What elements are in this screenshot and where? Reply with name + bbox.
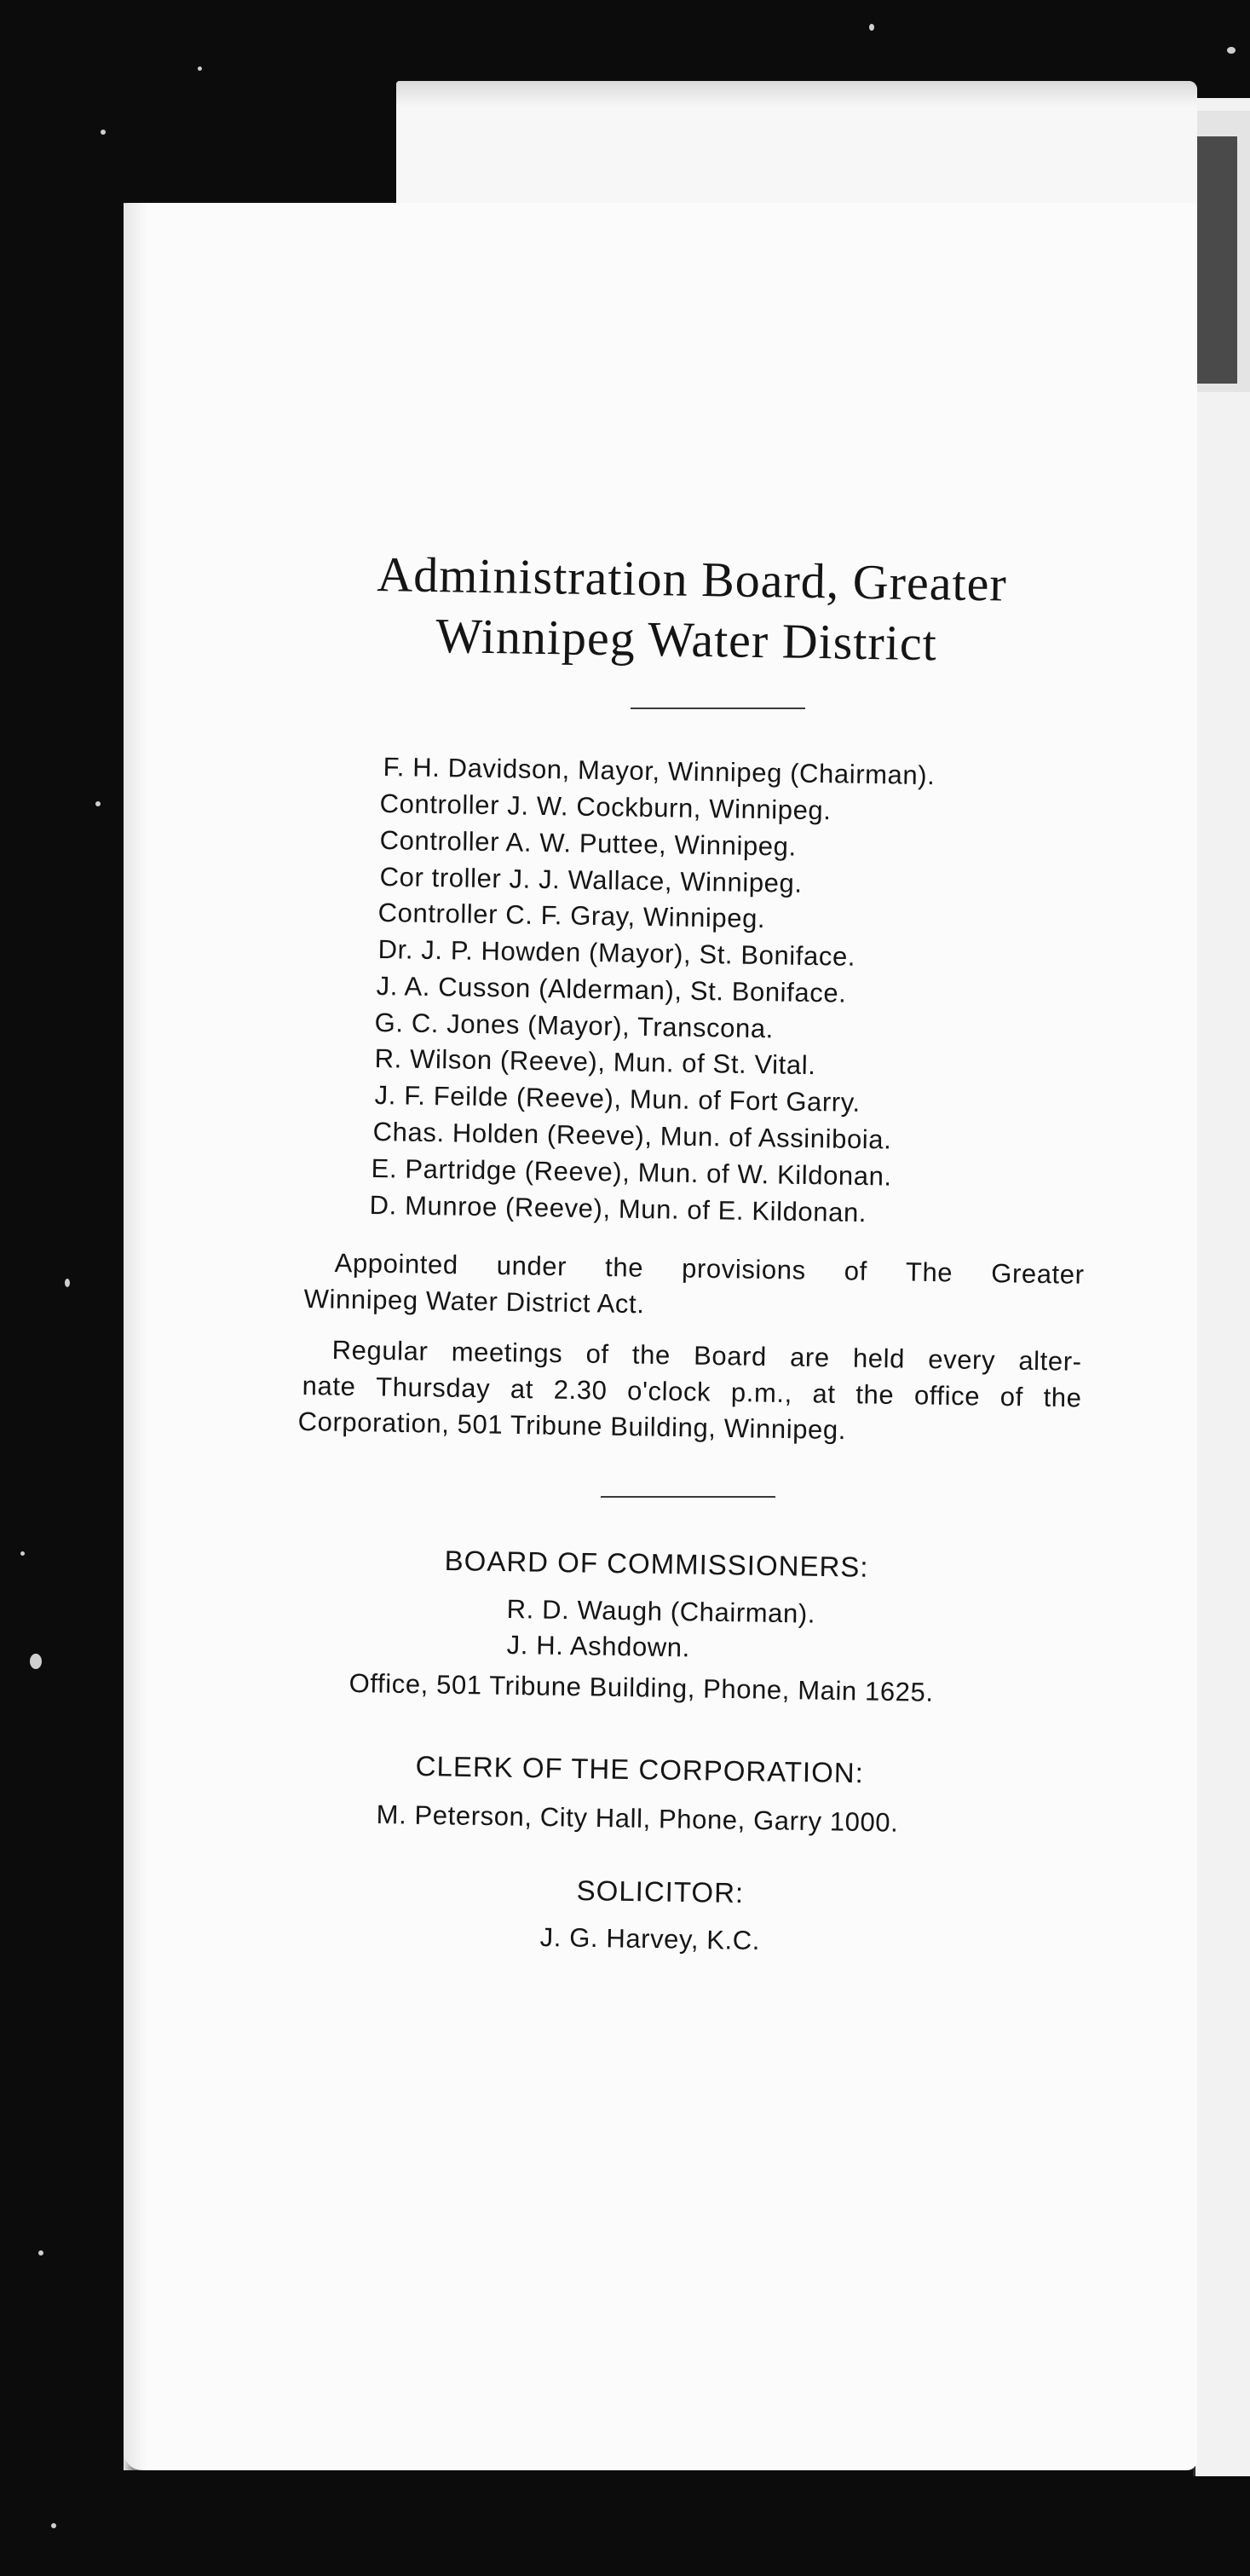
word: p.m., [730,1377,793,1409]
word: The [905,1256,953,1288]
word: provisions [681,1253,807,1285]
word: of [844,1256,868,1286]
word: the [855,1379,895,1410]
member-line: Controller A. W. Puttee, Winnipeg. [379,825,798,862]
word: are [789,1342,831,1373]
commissioner-line: J. H. Ashdown. [506,1630,691,1663]
appointed-line-2: Winnipeg Water District Act. [303,1284,645,1320]
title-divider [631,708,805,709]
member-line: Chas. Holden (Reeve), Mun. of Assiniboia. [372,1117,892,1155]
member-line: Dr. J. P. Howden (Mayor), St. Boniface. [377,934,856,972]
paper-edge-shade [124,203,147,2470]
meetings-line-3: Corporation, 501 Tribune Building, Winnipeg. [297,1406,847,1446]
word: 2.30 [553,1374,608,1406]
member-line: Cor troller J. J. Wallace, Winnipeg. [379,862,803,898]
member-line: Controller C. F. Gray, Winnipeg. [377,898,766,934]
solicitor-heading: SOLICITOR: [576,1874,745,1909]
word: of [585,1338,609,1370]
film-speck [101,130,106,135]
film-speck [65,1279,70,1287]
word: under [496,1250,567,1282]
member-line: Controller J. W. Cockburn, Winnipeg. [379,788,832,826]
word: Greater [990,1258,1085,1290]
section-divider [601,1496,775,1498]
word: the [604,1251,644,1283]
word: held [852,1343,906,1374]
member-line: D. Munroe (Reeve), Mun. of E. Kildonan. [369,1190,867,1228]
film-speck [198,66,202,71]
film-speck [51,2523,56,2528]
member-line: J. A. Cusson (Alderman), St. Boniface. [376,971,847,1008]
adjacent-page-shadow [1195,136,1237,384]
word: Appointed [334,1248,459,1280]
film-speck [1227,47,1236,54]
film-speck [869,24,874,31]
film-speck [95,801,101,806]
member-line: F. H. Davidson, Mayor, Winnipeg (Chairman). [383,752,936,791]
word: the [1043,1382,1082,1413]
adjacent-page-edge [1193,98,1250,2476]
word: at [812,1378,836,1409]
commissioner-line: R. D. Waugh (Chairman). [506,1594,816,1629]
paper-tab-shade [396,81,1197,107]
word: nate [302,1371,356,1401]
word: meetings [451,1337,563,1369]
commissioners-heading: BOARD OF COMMISSIONERS: [444,1545,869,1583]
film-speck [30,1654,42,1669]
film-speck [20,1551,25,1556]
film-speck [38,2250,43,2255]
solicitor-line: J. G. Harvey, K.C. [539,1922,761,1956]
commissioners-office: Office, 501 Tribune Building, Phone, Main 1625. [349,1668,934,1707]
clerk-heading: CLERK OF THE CORPORATION: [415,1750,865,1789]
word: Board [693,1340,768,1372]
document-title-line-2: Winnipeg Water District [435,607,938,672]
word: every [928,1343,996,1376]
word: alter- [1018,1345,1082,1377]
word: at [510,1373,534,1405]
word: of [999,1381,1024,1412]
word: o'clock [626,1375,711,1407]
member-line: R. Wilson (Reeve), Mun. of St. Vital. [374,1043,816,1081]
word: office [913,1380,981,1412]
word: Regular [331,1335,429,1366]
paper-sheet [124,203,1197,2470]
word: Thursday [375,1372,491,1404]
clerk-line: M. Peterson, City Hall, Phone, Garry 1000. [376,1799,899,1838]
word: the [631,1339,671,1371]
member-line: G. C. Jones (Mayor), Transcona. [374,1008,775,1044]
member-line: E. Partridge (Reeve), Mun. of W. Kildonan. [371,1153,892,1192]
document-title-line-1: Administration Board, Greater [376,546,1008,612]
member-line: J. F. Feilde (Reeve), Mun. of Fort Garry. [374,1080,861,1118]
